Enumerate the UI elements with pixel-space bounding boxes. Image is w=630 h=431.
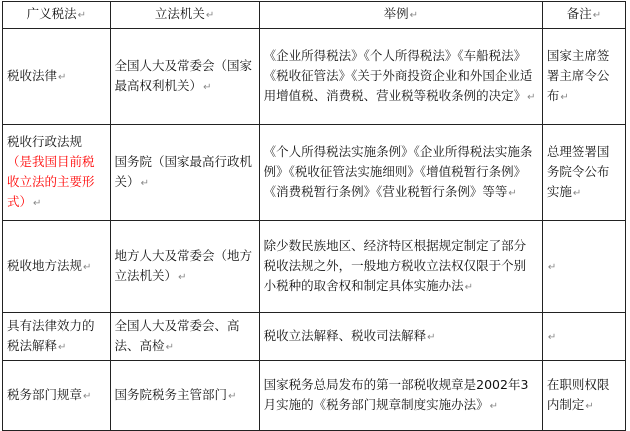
row-name-cell: 税收行政法规（是我国目前税收立法的主要形式）↵: [3, 125, 111, 221]
row-name-cell: 具有法律效力的税法解释↵: [3, 313, 111, 361]
paragraph-mark-icon: ↵: [427, 331, 436, 343]
paragraph-mark-icon: ↵: [140, 177, 149, 189]
row-body-cell: 国务院（国家最高行政机关）↵: [110, 125, 259, 221]
row-example-cell: 税收立法解释、税收司法解释↵: [259, 313, 542, 361]
paragraph-mark-icon: ↵: [33, 197, 42, 209]
header-remark: 备注↵: [542, 2, 625, 29]
row-body-cell: 全国人大及常委会（国家最高权利机关）↵: [110, 29, 259, 125]
row-body-cell: 地方人大及常委会（地方立法机关）↵: [110, 221, 259, 313]
row-name-cell: 税务部门规章↵: [3, 361, 111, 431]
paragraph-mark-icon: ↵: [508, 187, 517, 199]
paragraph-mark-icon: ↵: [178, 271, 187, 283]
tax-law-table: [2, 1, 626, 431]
table-row: [3, 29, 626, 125]
row-body-cell: 国务院税务主管部门↵: [110, 361, 259, 431]
row-example-cell: 国家税务总局发布的第一部税收规章是2002年3月实施的《税务部门规章制度实施办法》↵: [259, 361, 542, 431]
table-row: [3, 361, 626, 431]
paragraph-mark-icon: ↵: [205, 10, 215, 21]
row-example-cell: 《企业所得税法》《个人所得税法》《车船税法》《税收征管法》《关于外商投资企业和外国企业适用增值税、消费税、营业税等税收条例的决定》↵: [259, 29, 542, 125]
table-row: [3, 313, 626, 361]
paragraph-mark-icon: ↵: [592, 10, 602, 21]
paragraph-mark-icon: ↵: [228, 390, 237, 402]
paragraph-mark-icon: ↵: [560, 91, 569, 103]
row-example-cell: 《个人所得税法实施条例》《企业所得税法实施条例》《税收征管法实施细则》《增值税暂行条例》《消费税暂行条例》《营业税暂行条例》等等↵: [259, 125, 542, 221]
table-row: [3, 221, 626, 313]
paragraph-mark-icon: ↵: [58, 341, 67, 353]
header-legislature: 立法机关↵: [110, 2, 259, 29]
row-remark-cell: 国家主席签署主席令公布↵: [542, 29, 625, 125]
paragraph-mark-icon: ↵: [547, 331, 557, 343]
paragraph-mark-icon: ↵: [572, 187, 582, 199]
header-row: [3, 2, 626, 29]
paragraph-mark-icon: ↵: [464, 281, 474, 293]
paragraph-mark-icon: ↵: [83, 261, 92, 273]
row-example-cell: 除少数民族地区、经济特区根据规定制定了部分税收法规之外，一般地方税收立法权仅限于个别小税种的取舍权和制定具体实施办法↵: [259, 221, 542, 313]
paragraph-mark-icon: ↵: [203, 81, 212, 93]
header-example: 举例↵: [259, 2, 542, 29]
paragraph-mark-icon: ↵: [83, 390, 92, 402]
paragraph-mark-icon: ↵: [409, 10, 418, 21]
row-name-note: （是我国目前税收立法的主要形式）: [7, 153, 95, 209]
row-remark-cell: 总理签署国务院令公布实施↵: [542, 125, 625, 221]
paragraph-mark-icon: ↵: [585, 400, 594, 412]
paragraph-mark-icon: ↵: [547, 261, 557, 273]
paragraph-mark-icon: ↵: [527, 91, 536, 103]
paragraph-mark-icon: ↵: [77, 10, 86, 21]
paragraph-mark-icon: ↵: [165, 341, 174, 353]
paragraph-mark-icon: ↵: [58, 71, 67, 83]
row-name-cell: 税收地方法规↵: [3, 221, 111, 313]
row-remark-cell: [542, 221, 625, 313]
row-body-cell: 全国人大及常委会、高法、高检↵: [110, 313, 259, 361]
row-remark-cell: [542, 313, 625, 361]
table-row: [3, 125, 626, 221]
paragraph-mark-icon: ↵: [489, 400, 499, 412]
header-tax-law: 广义税法↵: [3, 2, 111, 29]
row-remark-cell: 在职则权限内制定↵: [542, 361, 625, 431]
row-name-cell: 税收法律↵: [3, 29, 111, 125]
